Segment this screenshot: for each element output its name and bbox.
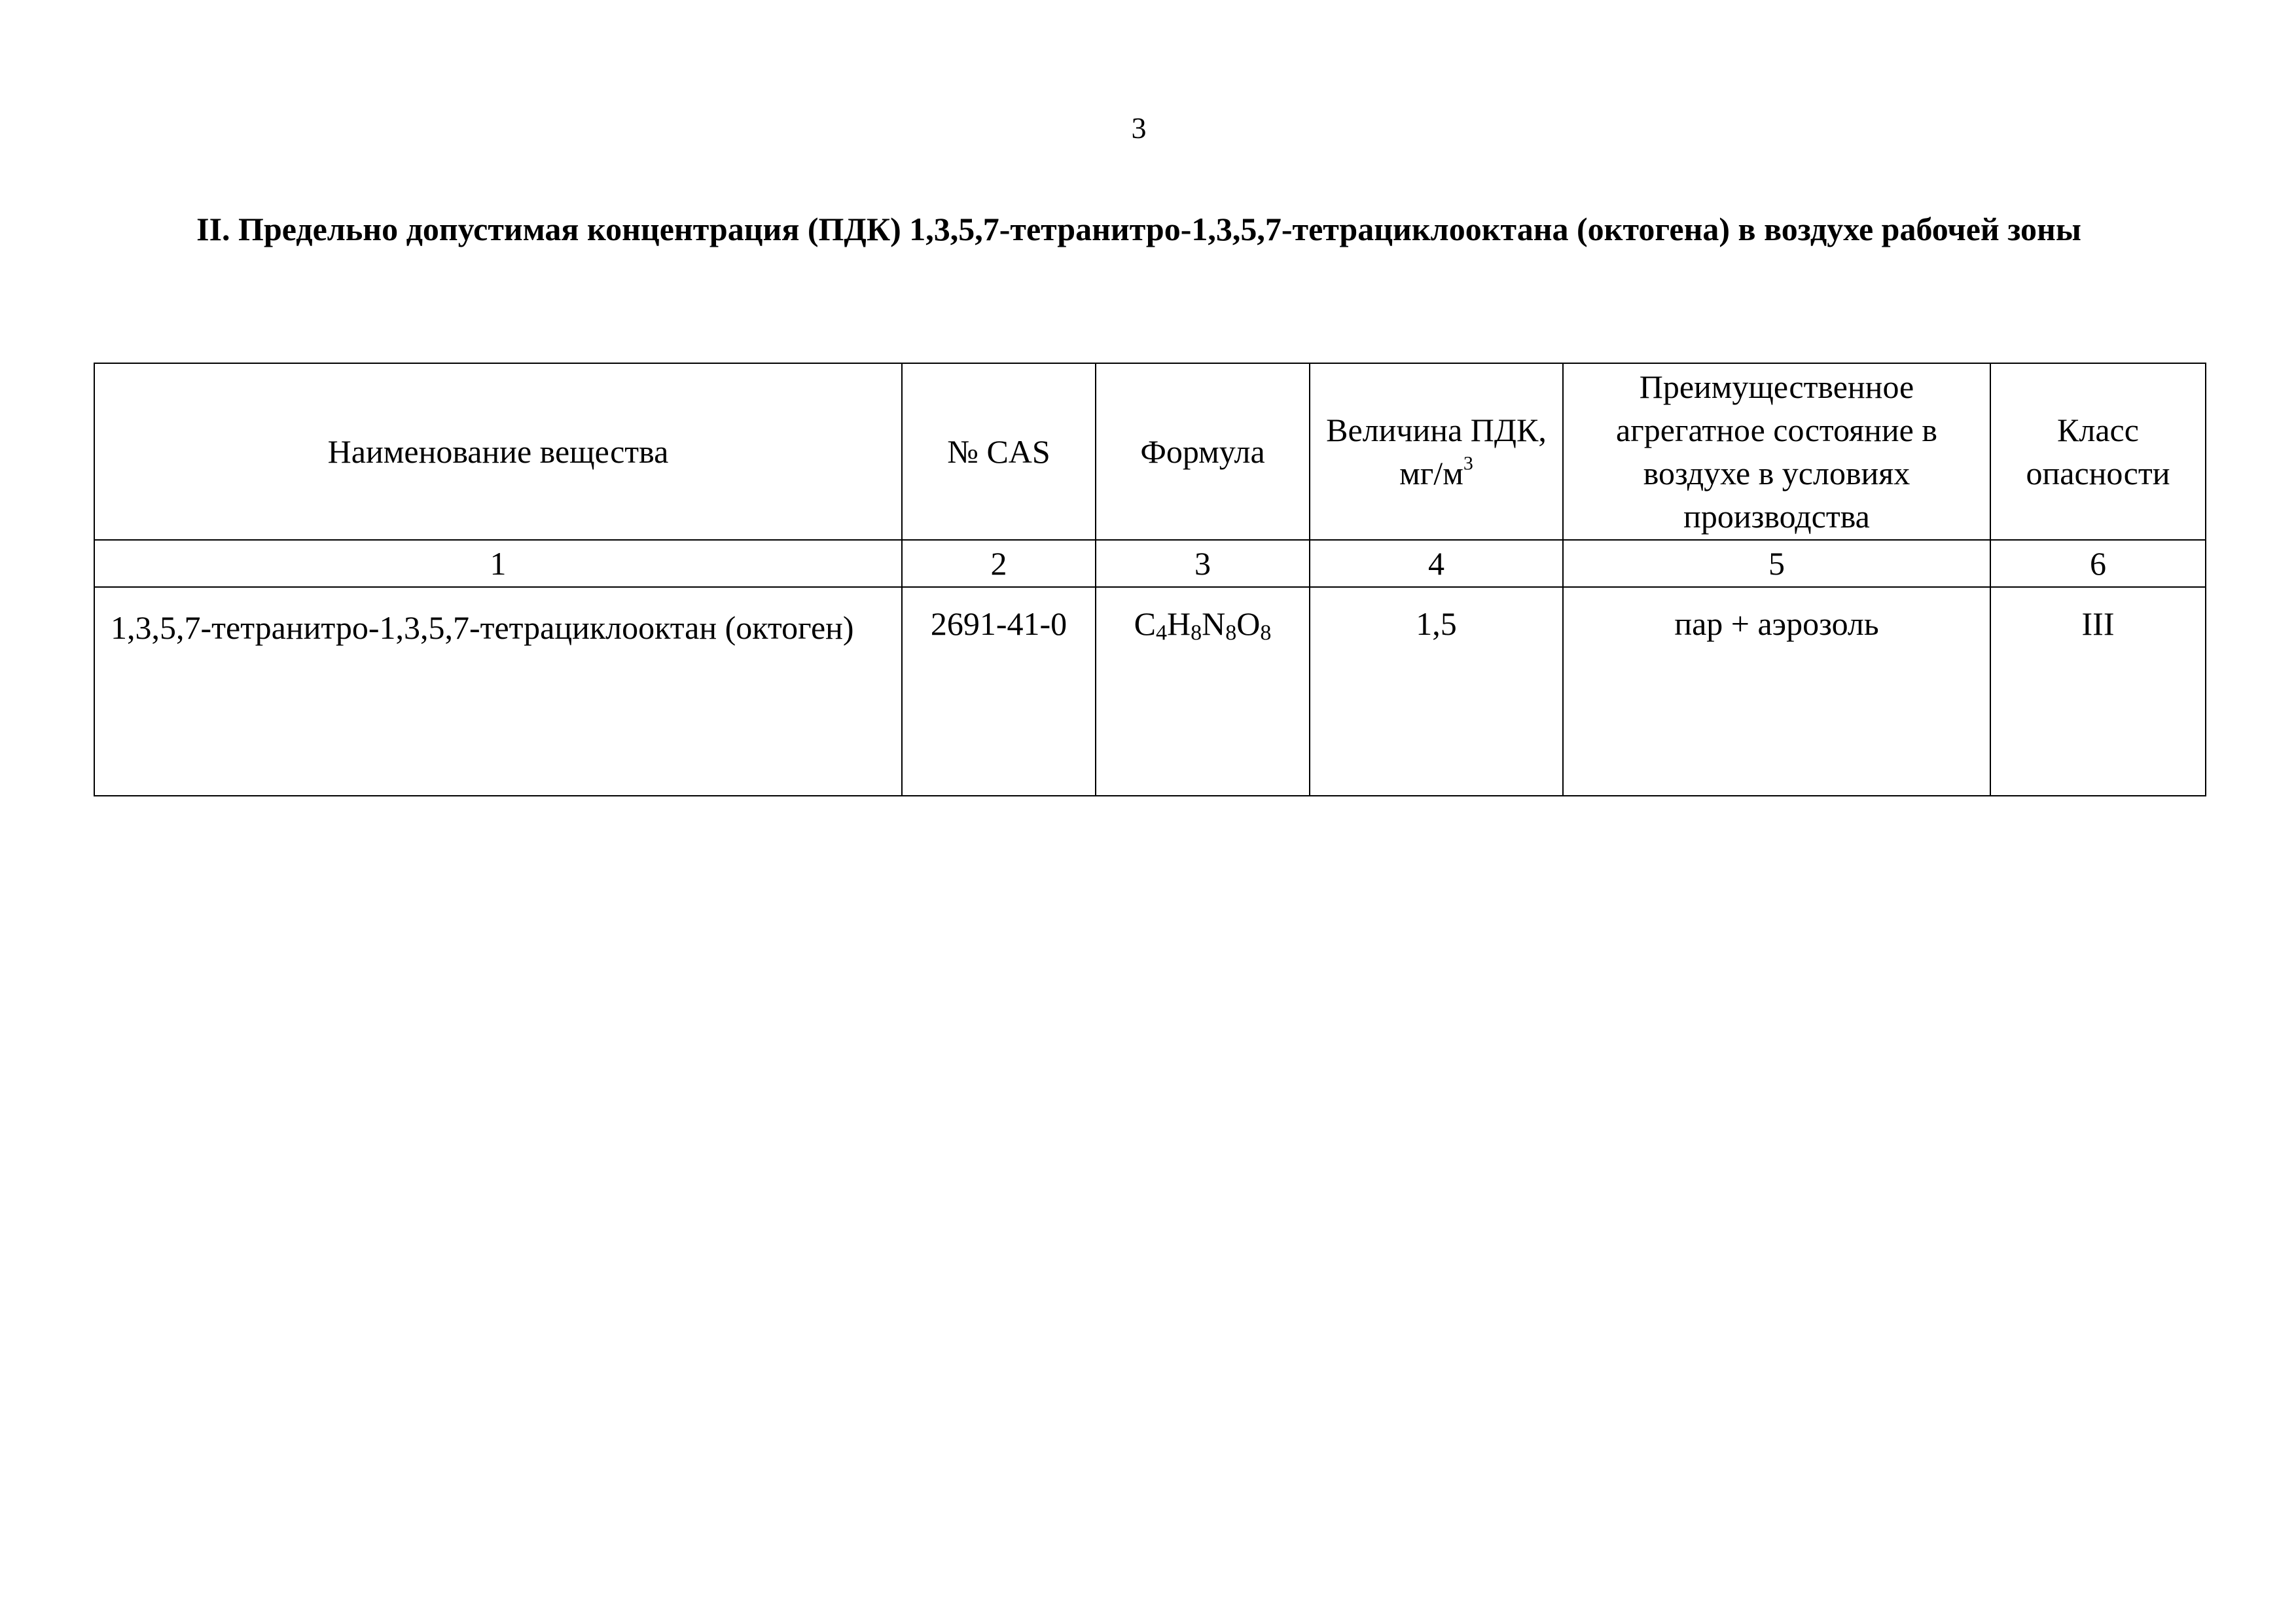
- header-substance-name: Наименование вещества: [94, 363, 902, 540]
- column-number: 3: [1096, 540, 1310, 587]
- hazard-class-cell: III: [1990, 587, 2206, 796]
- section-title: II. Предельно допустимая концентрация (ПДК) 1,3,5,7-тетранитро-1,3,5,7-тетрациклооктана (октогена) в воздухе рабочей зоны: [196, 211, 2081, 247]
- header-hazard-class: Класс опасности: [1990, 363, 2206, 540]
- header-pdk-label: Величина ПДК, мг/м: [1326, 412, 1547, 491]
- formula-element: O: [1236, 605, 1261, 642]
- formula-element: N: [1202, 605, 1226, 642]
- formula-subscript: 4: [1156, 620, 1168, 645]
- formula-subscript: 8: [1225, 620, 1237, 645]
- pdk-value-cell: 1,5: [1310, 587, 1563, 796]
- formula-subscript: 8: [1260, 620, 1272, 645]
- header-pdk-unit-exponent: 3: [1463, 452, 1473, 474]
- column-numbers-row: [94, 540, 2206, 587]
- formula-element: H: [1167, 605, 1191, 642]
- formula-cell: [1096, 587, 1310, 796]
- page-number: 3: [1131, 111, 1147, 145]
- column-number: 6: [1990, 540, 2206, 587]
- column-number: 5: [1563, 540, 1990, 587]
- table-row: [94, 587, 2206, 796]
- header-formula: Формула: [1096, 363, 1310, 540]
- header-aggregate-state: Преимущественное агрегатное состояние в воздухе в условиях производства: [1563, 363, 1990, 540]
- aggregate-state-cell: пар + аэрозоль: [1563, 587, 1990, 796]
- column-number: 4: [1310, 540, 1563, 587]
- formula-element: C: [1134, 605, 1157, 642]
- table-header-row: [94, 363, 2206, 540]
- header-cas-number: № CAS: [902, 363, 1096, 540]
- header-pdk-value: [1310, 363, 1563, 540]
- column-number: 1: [94, 540, 902, 587]
- column-number: 2: [902, 540, 1096, 587]
- pdk-table: [94, 363, 2206, 796]
- cas-number-cell: 2691-41-0: [902, 587, 1096, 796]
- formula-subscript: 8: [1191, 620, 1202, 645]
- substance-name-cell: 1,3,5,7-тетранитро-1,3,5,7-тетрациклооктан (октоген): [94, 587, 902, 796]
